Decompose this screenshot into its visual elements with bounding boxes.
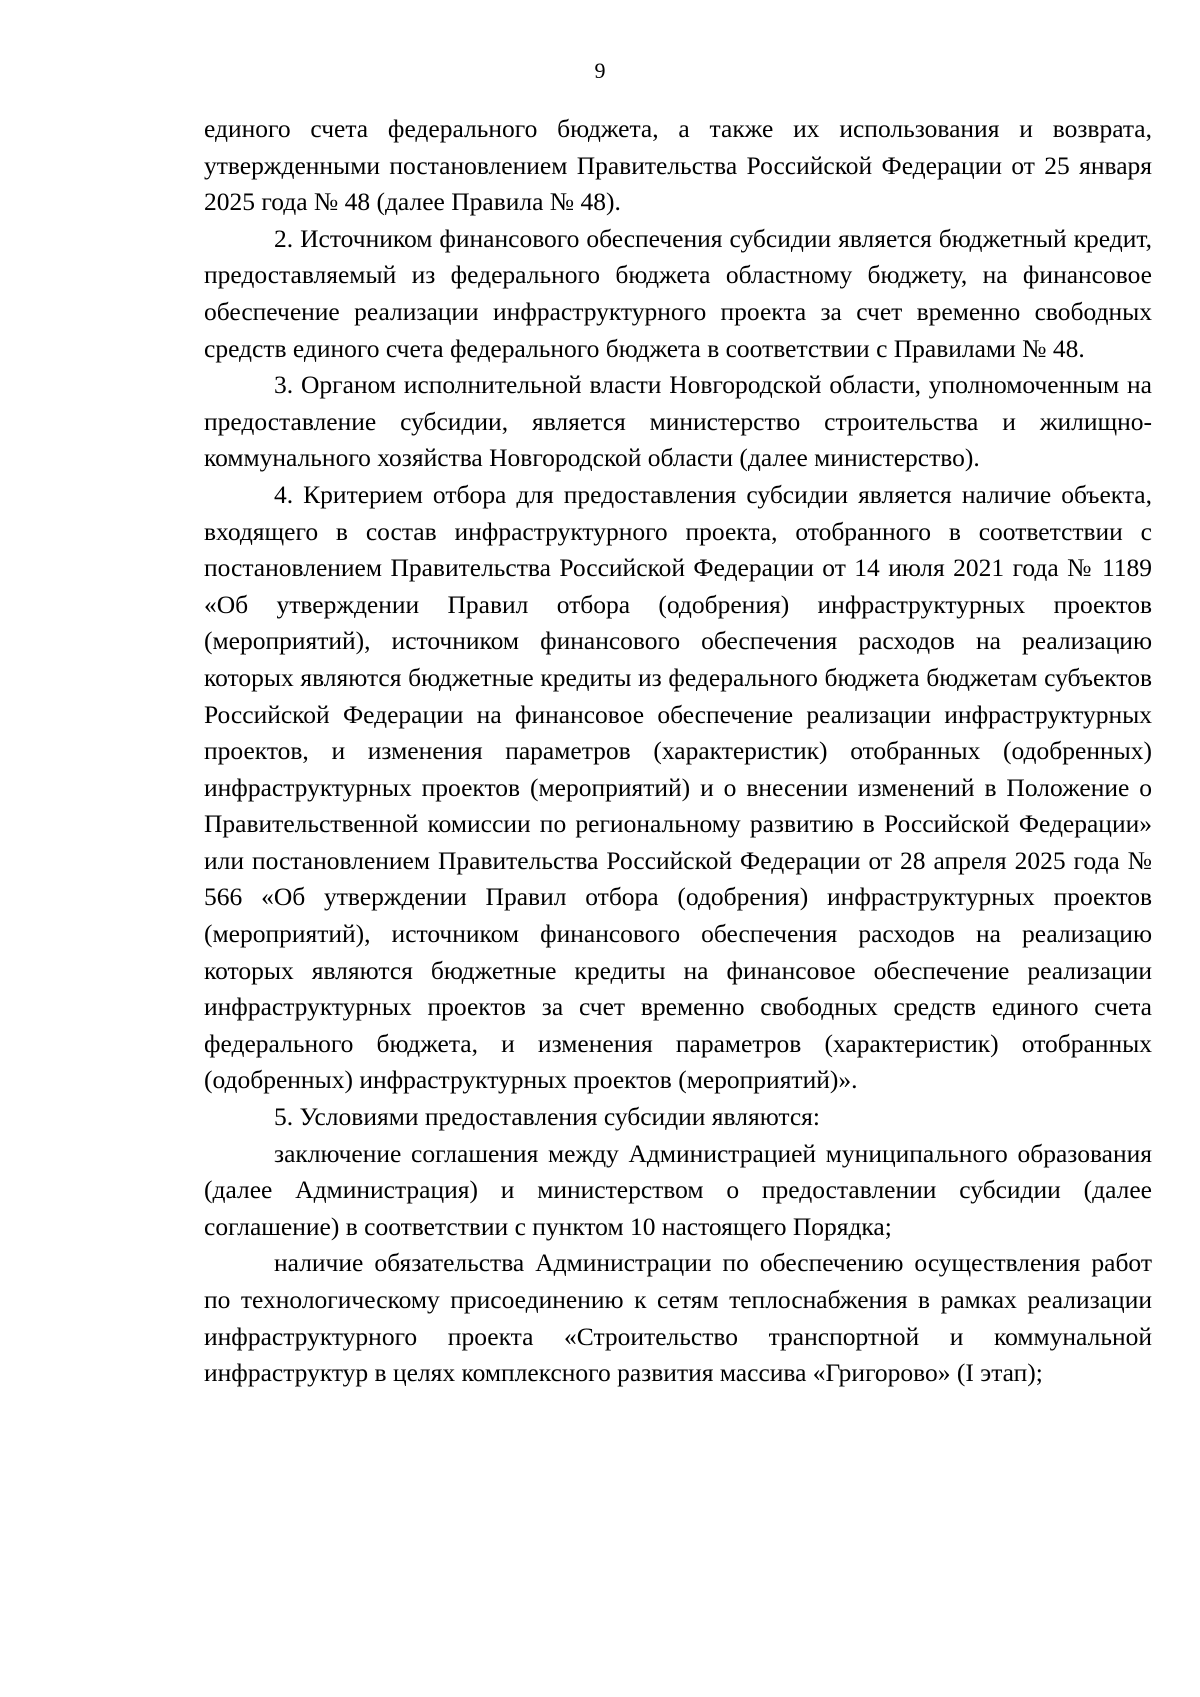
paragraph-item-4: 4. Критерием отбора для предоставления субсидии является наличие объекта, входящего в состав инфраструктурного проекта, отобранного в соответствии с постановлением Правительства Российской Федерации от 14 июля 2021 года № 1189 «Об утверждении Правил отбора (одобрения) инфраструктурных проектов (мероприятий), источником финансового обеспечения расходов на реализацию которых являются бюджетные кредиты из федерального бюджета бюджетам субъектов Российской Федерации на финансовое обеспечение реализации инфраструктурных проектов, и изменения параметров (характеристик) отобранных (одобренных) инфраструктурных проектов (мероприятий) и о внесении изменений в Положение о Правительственной комиссии по региональному развитию в Российской Федерации» или постановлением Правительства Российской Федерации от 28 апреля 2025 года № 566 «Об утверждении Правил отбора (одобрения) инфраструктурных проектов (мероприятий), источником финансового обеспечения расходов на реализацию которых являются бюджетные кредиты на финансовое обеспечение реализации инфраструктурных проектов за счет временно свободных средств единого счета федерального бюджета, и изменения параметров (характеристик) отобранных (одобренных) инфраструктурных проектов (мероприятий)». bbox=[204, 479, 1152, 1095]
paragraph-item-3: 3. Органом исполнительной власти Новгородской области, уполномоченным на предоставление субсидии, является министерство строительства и жилищно-коммунального хозяйства Новгородской области (далее министерство). bbox=[204, 370, 1152, 473]
document-body bbox=[204, 111, 1152, 1392]
paragraph-item-5: 5. Условиями предоставления субсидии являются: bbox=[274, 1102, 820, 1132]
page-number: 9 bbox=[594, 58, 606, 83]
paragraph-condition-obligation: наличие обязательства Администрации по обеспечению осуществления работ по технологическому присоединению к сетям теплоснабжения в рамках реализации инфраструктурного проекта «Строительство транспортной и коммунальной инфраструктур в целях комплексного развития массива «Григорово» (I этап); bbox=[204, 1248, 1152, 1388]
paragraph-continuation: единого счета федерального бюджета, а также их использования и возврата, утвержденными постановлением Правительства Российской Федерации от 25 января 2025 года № 48 (далее Правила № 48). bbox=[204, 114, 1152, 217]
paragraph-condition-agreement: заключение соглашения между Администрацией муниципального образования (далее Администрация) и министерством о предоставлении субсидии (далее соглашение) в соответствии с пунктом 10 настоящего Порядка; bbox=[204, 1138, 1152, 1241]
paragraph-item-2: 2. Источником финансового обеспечения субсидии является бюджетный кредит, предоставляемый из федерального бюджета областному бюджету, на финансовое обеспечение реализации инфраструктурного проекта за счет временно свободных средств единого счета федерального бюджета в соответствии с Правилами № 48. bbox=[204, 223, 1152, 363]
